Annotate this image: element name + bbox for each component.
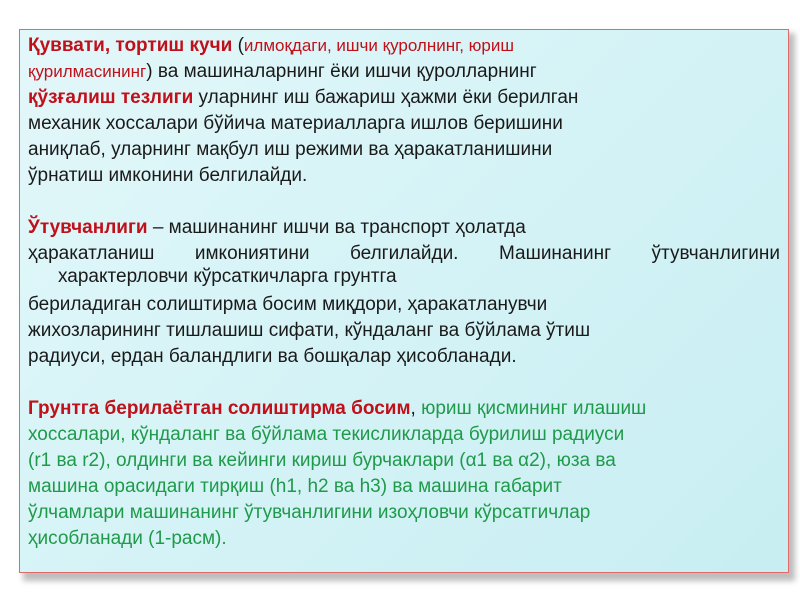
text-box	[19, 29, 789, 573]
paragraph-pressure-line-6: ҳисобланади (1-расм).	[28, 528, 227, 549]
paragraph-pressure-line-1	[28, 396, 780, 422]
pressure-comma: ,	[410, 398, 416, 419]
term-pressure: Грунтга берилаётган солиштирма босим	[28, 398, 411, 419]
after-paren-text: ) ва машиналарнинг ёки ишчи қуролларнинг	[146, 61, 537, 82]
paragraph-passability-line-3: характерловчи кўрсаткичларга грунтга	[58, 266, 397, 287]
paragraph-passability-line-5: жихозларининг тишлашиш сифати, кўндаланг ва бўйлама ўтиш	[28, 320, 591, 341]
paragraph-power-line-4: механик хоссалари бўйича материалларга ишлов беришини	[28, 113, 563, 134]
spacer	[28, 189, 780, 215]
line-3-rest: уларнинг иш бажариш ҳажми ёки берилган	[193, 87, 579, 108]
spacer	[28, 370, 780, 396]
paren-content-1: илмоқдаги, ишчи қуролнинг, юриш	[243, 36, 515, 55]
paragraph-power-line-3	[28, 85, 780, 111]
paragraph-passability-line-4: бериладиган солиштирма босим миқдори, ҳаракатланувчи	[28, 294, 548, 315]
paragraph-pressure-line-4: машина орасидаги тирқиш (h1, h2 ва h3) ва машина габарит	[28, 476, 562, 497]
paren-open: (	[232, 35, 244, 56]
term-power: Қуввати, тортиш кучи	[28, 35, 233, 56]
paragraph-passability-line-2: ҳаракатланиш имкониятини белгилайди. Машинанинг ўтувчанлигини	[28, 243, 780, 264]
paren-content-2: қурилмасининг	[28, 62, 147, 81]
paragraph-power	[28, 33, 780, 189]
term-passability: Ўтувчанлиги	[28, 217, 148, 238]
passability-line-1-rest: – машинанинг ишчи ва транспорт ҳолатда	[147, 217, 526, 238]
pressure-line-1-rest: юриш қисмининг илашиш	[415, 398, 647, 419]
paragraph-power-line-1	[28, 33, 780, 59]
paragraph-power-line-2	[28, 59, 780, 85]
paragraph-pressure	[28, 396, 780, 552]
term-speed: қўзғалиш тезлиги	[28, 87, 194, 108]
paragraph-pressure-line-5: ўлчамлари машинанинг ўтувчанлигини изоҳловчи кўрсатгичлар	[28, 502, 591, 523]
paragraph-pressure-line-2: хоссалари, кўндаланг ва бўйлама текисликларда бурилиш радиуси	[28, 424, 625, 445]
paragraph-power-line-6: ўрнатиш имконини белгилайди.	[28, 165, 308, 186]
paragraph-passability-line-1	[28, 215, 780, 241]
paragraph-power-line-5: аниқлаб, уларнинг мақбул иш режими ва ҳаракатланишини	[28, 139, 553, 160]
paragraph-pressure-line-3: (r1 ва r2), олдинги ва кейинги кириш бурчаклари (α1 ва α2), юза ва	[28, 450, 616, 471]
paragraph-passability	[28, 215, 780, 370]
paragraph-passability-line-6: радиуси, ердан баландлиги ва бошқалар ҳисобланади.	[28, 346, 517, 367]
